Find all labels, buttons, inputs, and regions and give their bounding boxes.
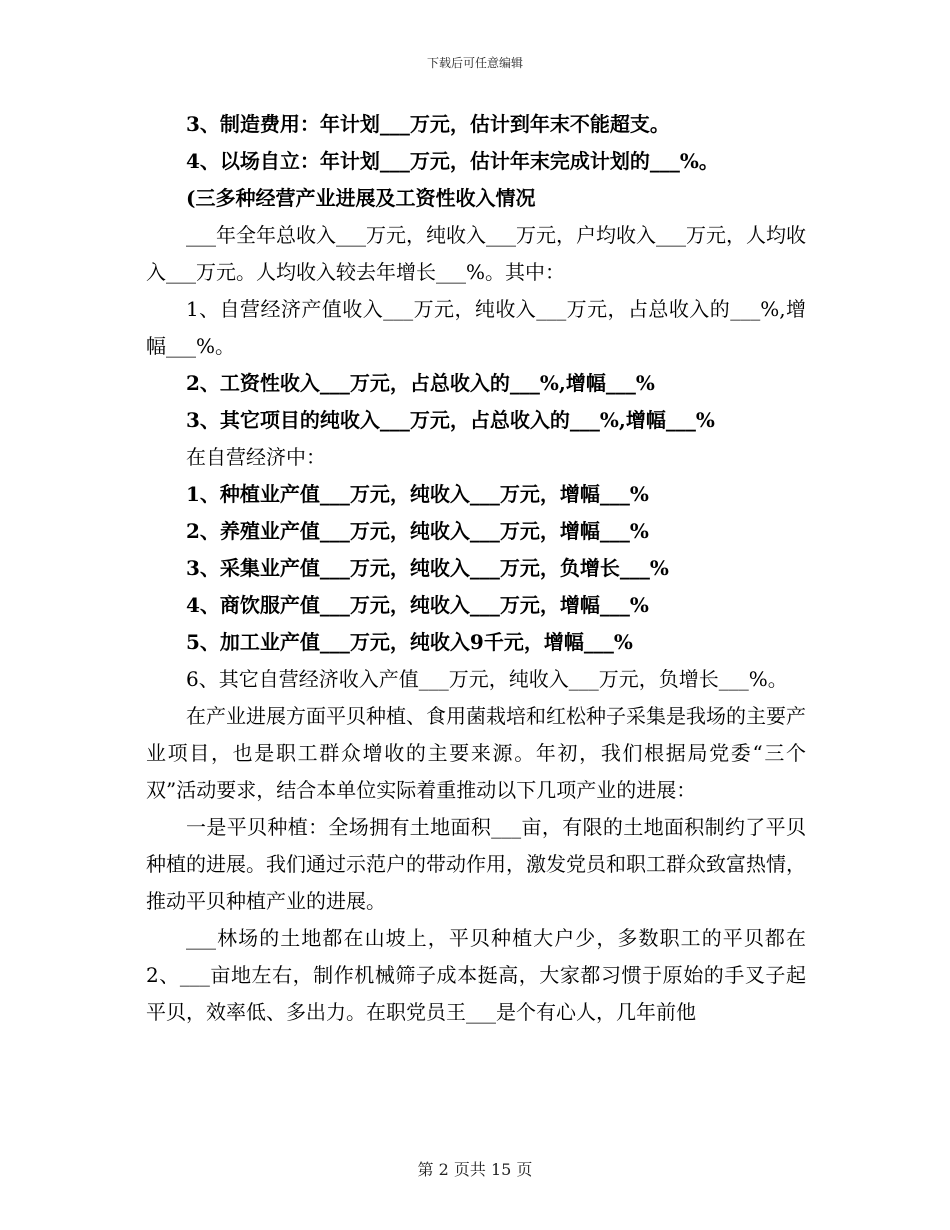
paragraph: ___林场的土地都在山坡上，平贝种植大户少，多数职工的平贝都在2、___亩地左右，制作机械筛子成本挺高，大家都习惯于原始的手叉子起平贝，效率低、多出力。在职党员王___是个有心人，几年前他 — [146, 926, 806, 1024]
paragraph: 5、加工业产值___万元，纯收入9千元，增幅___% — [186, 630, 633, 654]
paragraph: 3、制造费用：年计划___万元，估计到年末不能超支。 — [186, 112, 670, 136]
paragraph: 6、其它自营经济收入产值___万元，纯收入___万元，负增长___%。 — [186, 667, 788, 691]
paragraph: 3、采集业产值___万元，纯收入___万元，负增长___% — [186, 556, 669, 580]
paragraph: 2、养殖业产值___万元，纯收入___万元，增幅___% — [186, 519, 649, 543]
paragraph: ___年全年总收入___万元，纯收入___万元，户均收入___万元，人均收入___万元。人均收入较去年增长___%。其中： — [146, 223, 806, 284]
paragraph: 1、自营经济产值收入___万元，纯收入___万元，占总收入的___%,增幅___%。 — [146, 297, 806, 358]
paragraph: 在产业进展方面平贝种植、食用菌栽培和红松种子采集是我场的主要产业项目，也是职工群众增收的主要来源。年初，我们根据局党委“三个双”活动要求，结合本单位实际着重推动以下几项产业的进展： — [146, 704, 806, 802]
paragraph: 一是平贝种植：全场拥有土地面积___亩，有限的土地面积制约了平贝种植的进展。我们通过示范户的带动作用，激发党员和职工群众致富热情，推动平贝种植产业的进展。 — [146, 815, 806, 913]
document-body — [146, 106, 806, 1031]
section-heading: (三多种经营产业进展及工资性收入情况 — [186, 186, 536, 210]
page-footer: 第 2 页共 15 页 — [417, 1160, 533, 1179]
paragraph: 3、其它项目的纯收入___万元，占总收入的___%,增幅___% — [186, 408, 715, 432]
paragraph: 1、种植业产值___万元，纯收入___万元，增幅___% — [186, 482, 649, 506]
paragraph: 4、以场自立：年计划___万元，估计年末完成计划的___%。 — [186, 149, 719, 173]
paragraph: 4、商饮服产值___万元，纯收入___万元，增幅___% — [186, 593, 649, 617]
page-header: 下载后可任意编辑 — [426, 56, 523, 70]
paragraph: 在自营经济中： — [186, 445, 326, 469]
paragraph: 2、工资性收入___万元，占总收入的___%,增幅___% — [186, 371, 655, 395]
